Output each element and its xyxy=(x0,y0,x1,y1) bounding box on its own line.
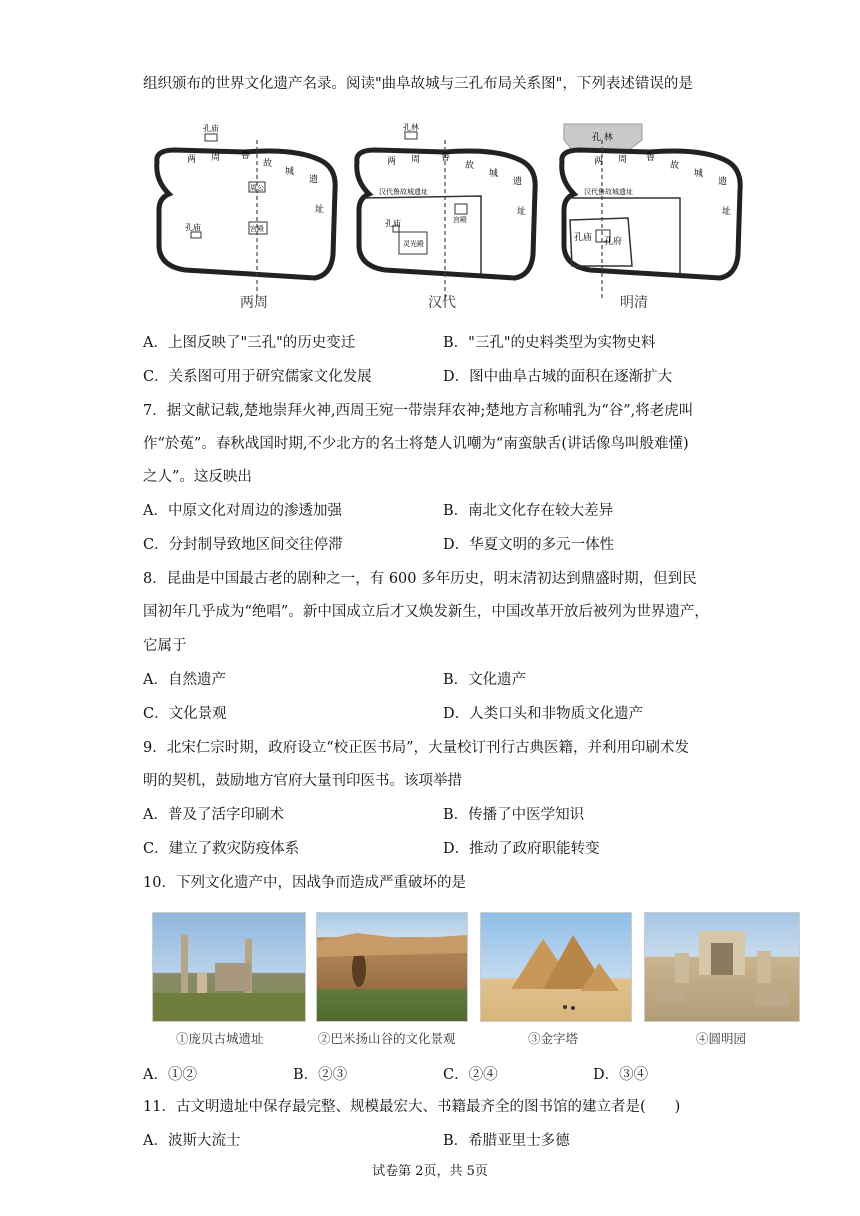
svg-text:周公: 周公 xyxy=(250,184,264,192)
q6-option-b: B．"三孔"的史料类型为实物史料 xyxy=(443,335,656,351)
svg-text:鲁: 鲁 xyxy=(646,153,656,163)
photo-caption-4: ④圆明园 xyxy=(696,1031,747,1046)
svg-text:孔林: 孔林 xyxy=(403,123,419,132)
q9-line-2: 明的契机，鼓励地方官府大量刊印医书。该项举措 xyxy=(143,773,462,789)
photo-caption-1: ①庞贝古城遗址 xyxy=(176,1031,264,1046)
photo-caption-3: ③金字塔 xyxy=(528,1031,579,1046)
svg-text:孔府: 孔府 xyxy=(604,237,623,247)
q8-option-b: B．文化遗产 xyxy=(443,672,527,688)
q11-option-b: B．希腊亚里士多德 xyxy=(443,1133,570,1149)
q11-option-a: A．波斯大流士 xyxy=(143,1133,241,1149)
svg-text:址: 址 xyxy=(722,207,732,217)
map-caption-zhou: 两周 xyxy=(240,295,268,311)
svg-text:周: 周 xyxy=(411,155,421,165)
q7-option-c: C．分封制导致地区间交往停滞 xyxy=(143,537,343,553)
map-panel-zhou xyxy=(145,120,345,320)
photo-pompeii xyxy=(152,912,306,1022)
q10-option-d: D．③④ xyxy=(593,1067,649,1083)
q6-option-a: A．上图反映了"三孔"的历史变迁 xyxy=(143,335,356,351)
q7-line-2: 作“於菟”。春秋战国时期,不少北方的名士将楚人讥嘲为“南蛮鴃舌(讲话像鸟叫般难懂) xyxy=(143,436,689,452)
svg-text:两: 两 xyxy=(594,157,604,167)
q10-line: 10．下列文化遗产中，因战争而造成严重破坏的是 xyxy=(143,875,466,891)
q8-line-3: 它属于 xyxy=(143,638,187,654)
svg-text:两: 两 xyxy=(387,157,397,167)
svg-text:城: 城 xyxy=(285,167,295,177)
svg-text:灵光殿: 灵光殿 xyxy=(403,240,424,248)
map-panel-han xyxy=(345,120,545,320)
photo-caption-2: ②巴米扬山谷的文化景观 xyxy=(318,1031,456,1046)
q9-option-a: A．普及了活字印刷术 xyxy=(143,807,284,823)
q10-option-c: C．②④ xyxy=(443,1067,498,1083)
q9-line-1: 9．北宋仁宗时期，政府设立“校正医书局”，大量校订刊行古典医籍，并利用印刷术发 xyxy=(143,740,690,756)
q8-line-2: 国初年几乎成为“绝唱”。新中国成立后才又焕发新生，中国改革开放后被列为世界遗产， xyxy=(143,604,709,620)
svg-text:鲁: 鲁 xyxy=(441,153,451,163)
svg-text:遗: 遗 xyxy=(309,175,319,185)
svg-text:遗: 遗 xyxy=(513,177,523,187)
han-map xyxy=(345,120,545,320)
svg-text:址: 址 xyxy=(517,207,527,217)
svg-text:两: 两 xyxy=(187,155,197,165)
mingqing-map xyxy=(550,120,750,320)
q6-option-d: D．图中曲阜古城的面积在逐渐扩大 xyxy=(443,369,673,385)
map-panel-mingqing xyxy=(550,120,750,320)
svg-text:城: 城 xyxy=(694,169,704,179)
map-caption-mingqing: 明清 xyxy=(620,295,648,311)
svg-text:址: 址 xyxy=(315,205,325,215)
svg-text:故: 故 xyxy=(263,159,273,169)
q10-option-a: A．①② xyxy=(143,1067,197,1083)
photo-bamiyan xyxy=(316,912,468,1022)
zhou-map xyxy=(145,120,345,320)
svg-text:汉代鲁故城遗址: 汉代鲁故城遗址 xyxy=(584,188,633,196)
q8-line-1: 8．昆曲是中国最古老的剧种之一，有 600 多年历史，明末清初达到鼎盛时期，但到民 xyxy=(143,571,697,587)
q11-line: 11．古文明遗址中保存最完整、规模最宏大、书籍最齐全的图书馆的建立者是( ) xyxy=(143,1099,681,1115)
q9-option-b: B．传播了中医学知识 xyxy=(443,807,585,823)
q8-option-c: C．文化景观 xyxy=(143,706,227,722)
q7-option-d: D．华夏文明的多元一体性 xyxy=(443,537,615,553)
svg-text:汉代鲁故城遗址: 汉代鲁故城遗址 xyxy=(379,188,428,196)
svg-text:故: 故 xyxy=(670,161,680,171)
intro-line: 组织颁布的世界文化遗产名录。阅读"曲阜故城与三孔布局关系图"，下列表述错误的是 xyxy=(143,76,693,92)
q7-option-b: B．南北文化存在较大差异 xyxy=(443,503,614,519)
q6-option-c: C．关系图可用于研究儒家文化发展 xyxy=(143,369,372,385)
svg-text:孔庙: 孔庙 xyxy=(574,233,593,243)
svg-text:遗: 遗 xyxy=(718,177,728,187)
svg-text:城: 城 xyxy=(489,169,499,179)
q7-option-a: A．中原文化对周边的渗透加强 xyxy=(143,503,342,519)
q9-option-d: D．推动了政府职能转变 xyxy=(443,841,600,857)
svg-text:故: 故 xyxy=(465,161,475,171)
svg-text:孔庙: 孔庙 xyxy=(385,219,401,228)
svg-text:宫殿: 宫殿 xyxy=(453,216,467,224)
svg-text:孔庙: 孔庙 xyxy=(203,124,219,133)
q7-line-1: 7．据文献记载,楚地崇拜火神,西周王宛一带崇拜农神;楚地方言称哺乳为“谷”,将老虎叫 xyxy=(143,403,694,419)
map-caption-han: 汉代 xyxy=(428,295,456,311)
photo-pyramids xyxy=(480,912,632,1022)
page-footer: 试卷第 2页，共 5页 xyxy=(372,1164,488,1179)
svg-text:周: 周 xyxy=(211,153,221,163)
q8-option-d: D．人类口头和非物质文化遗产 xyxy=(443,706,644,722)
svg-text:鲁: 鲁 xyxy=(241,151,251,161)
photo-yuanmingyuan xyxy=(644,912,800,1022)
svg-text:宫殿: 宫殿 xyxy=(250,225,264,233)
q9-option-c: C．建立了救灾防疫体系 xyxy=(143,841,300,857)
svg-text:周: 周 xyxy=(618,155,628,165)
q8-option-a: A．自然遗产 xyxy=(143,672,226,688)
svg-text:孔 林: 孔 林 xyxy=(592,133,613,143)
q7-line-3: 之人”。这反映出 xyxy=(143,469,252,485)
svg-text:孔庙: 孔庙 xyxy=(185,223,201,232)
q10-option-b: B．②③ xyxy=(293,1067,348,1083)
